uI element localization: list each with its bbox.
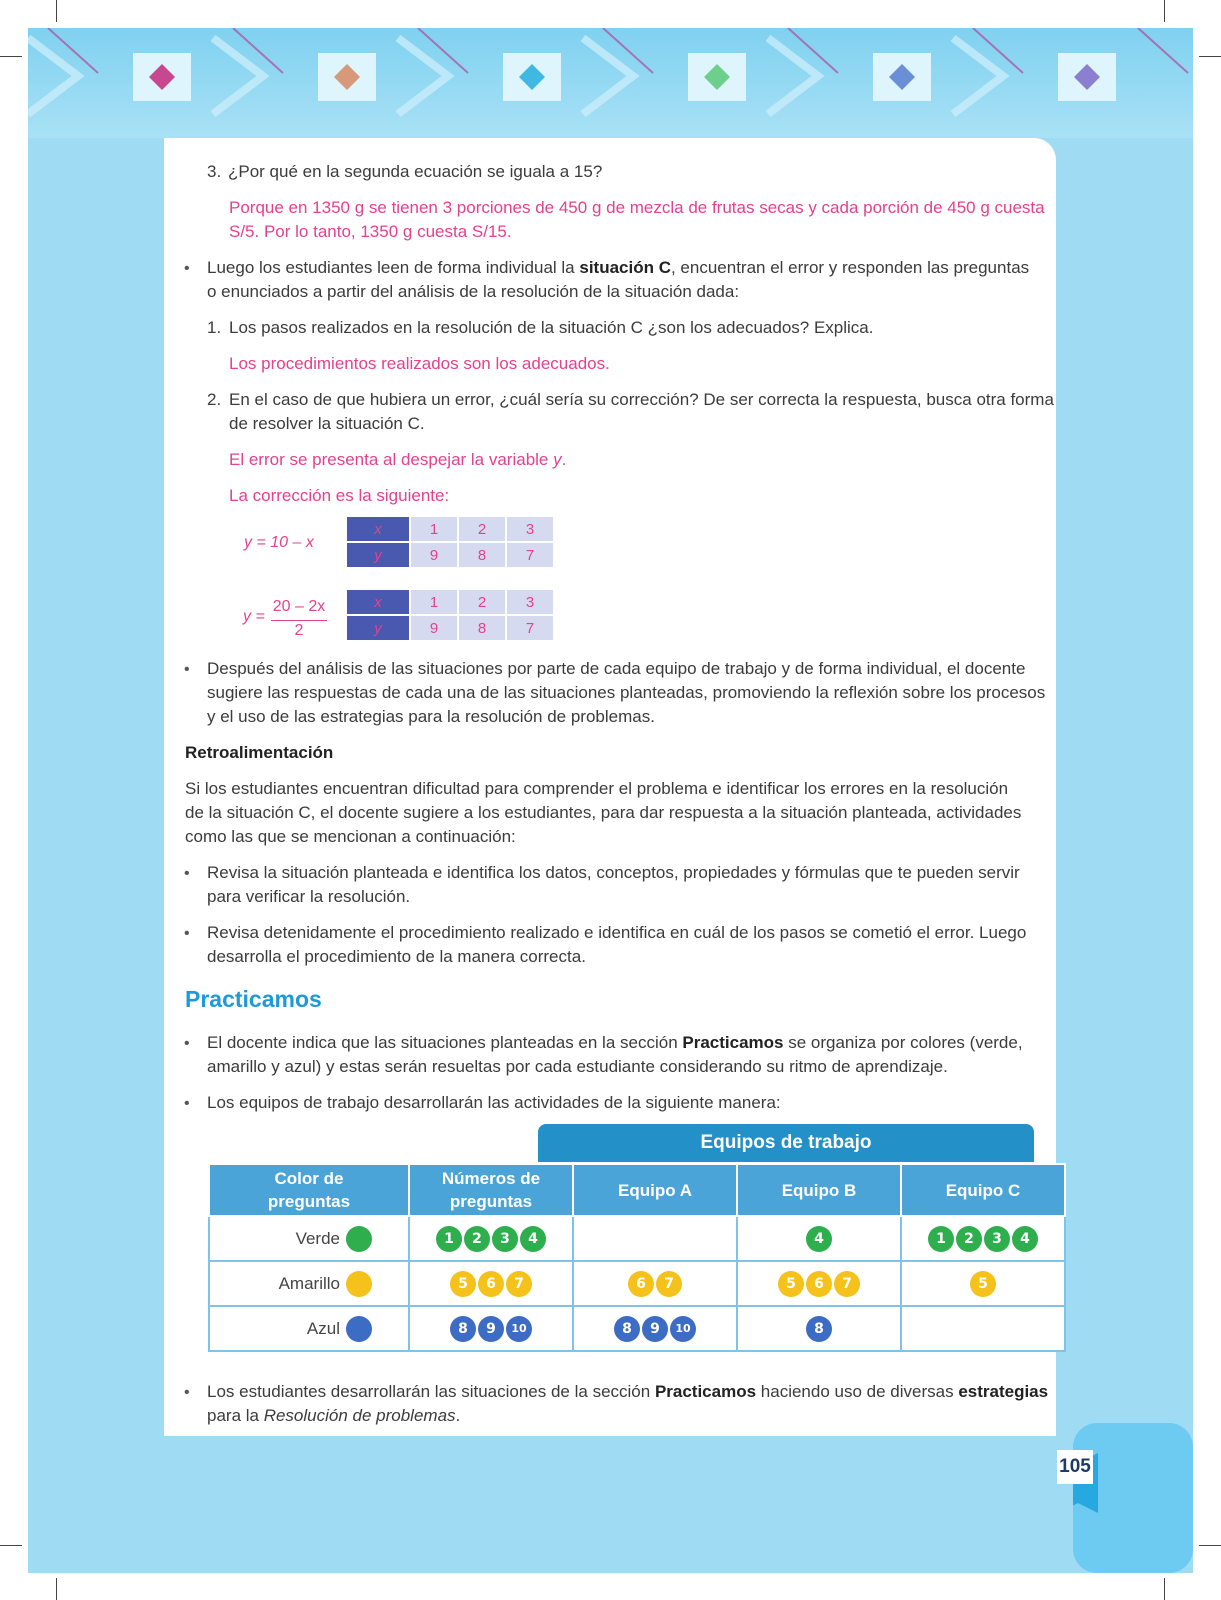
bold-term: estrategias	[958, 1382, 1049, 1401]
color-dot-icon	[346, 1226, 372, 1252]
team-a-cell	[573, 1261, 737, 1306]
bullet-text: y el uso de las estrategias para la resolución de problemas.	[207, 707, 655, 726]
team-c-cell	[901, 1306, 1065, 1351]
equation-lhs: y =	[243, 608, 265, 625]
text-segment: se organiza por colores (verde,	[783, 1033, 1023, 1052]
bullet-text: para verificar la resolución.	[207, 887, 411, 906]
answer-line: La corrección es la siguiente:	[229, 486, 450, 505]
question-number-badge: 2	[464, 1226, 490, 1252]
bullet-text: amarillo y azul) y estas serán resueltas por cada estudiante considerando su ritmo de aprendizaje.	[207, 1057, 948, 1076]
fraction-bar	[271, 620, 327, 621]
crop-mark	[1164, 1578, 1165, 1600]
color-cell	[209, 1306, 409, 1351]
bullet-text	[207, 1379, 1048, 1404]
paragraph-line: como las que se mencionan a continuación:	[185, 827, 516, 846]
bullet: •	[184, 661, 190, 678]
item-text: Los pasos realizados en la resolución de la situación C ¿son los adecuados? Explica.	[229, 318, 874, 337]
bold-term: Practicamos	[654, 1382, 757, 1401]
header-team-c: Equipo C	[901, 1164, 1065, 1216]
table-cell: 2	[459, 517, 505, 541]
color-dot-icon	[346, 1271, 372, 1297]
question-number-badge: 5	[970, 1271, 996, 1297]
crop-mark	[0, 56, 22, 57]
bullet-text: desarrolla el procedimiento de la manera correcta.	[207, 947, 586, 966]
item-number: 2.	[207, 390, 222, 409]
answer-line: Porque en 1350 g se tienen 3 porciones de 450 g de mezcla de frutas secas y cada porción de 450 g cuesta	[229, 198, 1045, 217]
question-number-badge: 9	[478, 1316, 504, 1342]
table-cell: 2	[459, 590, 505, 614]
header-team-b: Equipo B	[737, 1164, 901, 1216]
crop-mark	[1199, 1545, 1221, 1546]
text-segment: , encuentran el error y responden las preguntas	[670, 258, 1030, 277]
italic-term: Resolución de problemas	[263, 1406, 456, 1425]
table-row	[347, 543, 553, 567]
question-number-badge: 7	[834, 1271, 860, 1297]
color-dot-icon	[346, 1316, 372, 1342]
item-text: de resolver la situación C.	[229, 414, 425, 433]
equation-1: y = 10 – x	[244, 534, 314, 551]
bullet-text	[207, 1030, 1023, 1055]
team-a-cell	[573, 1306, 737, 1351]
x-header: x	[347, 590, 409, 614]
table-cell: 3	[507, 517, 553, 541]
question-number-badge: 3	[984, 1226, 1010, 1252]
table-cell: 1	[411, 590, 457, 614]
x-header: x	[347, 517, 409, 541]
table-row	[347, 517, 553, 541]
color-label: Azul	[306, 1318, 340, 1338]
crop-mark	[1164, 0, 1165, 22]
table-cell: 9	[411, 616, 457, 640]
variable: y	[553, 450, 562, 469]
question-number-badge: 7	[506, 1271, 532, 1297]
paragraph-line: Si los estudiantes encuentran dificultad para comprender el problema e identificar los errores en la resolución	[185, 779, 1009, 798]
team-table-body	[209, 1216, 1065, 1351]
color-cell	[209, 1216, 409, 1261]
table-header-row	[209, 1164, 1065, 1216]
question-text: ¿Por qué en la segunda ecuación se iguala a 15?	[228, 162, 603, 181]
question-number-badge: 5	[450, 1271, 476, 1297]
bullet: •	[184, 1384, 190, 1401]
fraction-denominator: 2	[294, 622, 304, 639]
table-row	[209, 1216, 1065, 1261]
header-line: Color de	[274, 1169, 344, 1188]
crop-mark	[0, 1545, 22, 1546]
answer-line	[229, 447, 566, 472]
question-number-badge: 1	[436, 1226, 462, 1252]
question-number-badge: 8	[450, 1316, 476, 1342]
table-row	[209, 1261, 1065, 1306]
bullet: •	[184, 1035, 190, 1052]
text-segment: haciendo uso de diversas	[756, 1382, 959, 1401]
text-segment: .	[455, 1406, 461, 1425]
header-line: preguntas	[449, 1192, 533, 1211]
value-table-1	[345, 515, 555, 569]
text-segment: Los estudiantes desarrollarán las situaciones de la sección	[207, 1382, 655, 1401]
text-segment: para la	[207, 1406, 264, 1425]
question-number: 3.	[207, 162, 222, 181]
question-number-badge: 8	[614, 1316, 640, 1342]
team-table	[208, 1163, 1066, 1352]
bullet-text: o enunciados a partir del análisis de la resolución de la situación dada:	[207, 282, 740, 301]
color-label: Verde	[295, 1228, 340, 1248]
bullet-text: Revisa la situación planteada e identifica los datos, conceptos, propiedades y fórmulas que te pueden servir	[207, 863, 1020, 882]
fraction-numerator: 20 – 2x	[272, 598, 326, 615]
table-cell: 7	[507, 616, 553, 640]
bullet-text: Los equipos de trabajo desarrollarán las actividades de la siguiente manera:	[207, 1093, 781, 1112]
header-color	[209, 1164, 409, 1216]
question-number-badge: 2	[956, 1226, 982, 1252]
text-segment: El error se presenta al despejar la variable	[229, 450, 554, 469]
team-a-cell	[573, 1216, 737, 1261]
table-row	[347, 616, 553, 640]
item-text: En el caso de que hubiera un error, ¿cuál sería su corrección? De ser correcta la respuesta, busca otra forma	[229, 390, 1054, 409]
bullet: •	[184, 925, 190, 942]
team-b-cell	[737, 1216, 901, 1261]
table-cell: 1	[411, 517, 457, 541]
question-number-badge: 10	[506, 1316, 532, 1342]
question-number-badge: 4	[1012, 1226, 1038, 1252]
color-label: Amarillo	[278, 1273, 340, 1293]
text-segment: .	[561, 450, 567, 469]
question-number-badge: 6	[806, 1271, 832, 1297]
question-number-badge: 3	[492, 1226, 518, 1252]
bullet: •	[184, 865, 190, 882]
bold-term: situación C	[579, 258, 671, 277]
question-number-badge: 4	[806, 1226, 832, 1252]
bullet-text	[207, 255, 1029, 280]
value-table-2	[345, 588, 555, 642]
table-row	[347, 590, 553, 614]
bullet: •	[184, 1095, 190, 1112]
question-number-badge: 9	[642, 1316, 668, 1342]
question-numbers-cell	[409, 1261, 573, 1306]
corner-decoration	[1073, 1423, 1193, 1573]
header-team-a: Equipo A	[573, 1164, 737, 1216]
paragraph-line: de la situación C, el docente sugiere a los estudiantes, para dar respuesta a la situación planteada, actividades	[185, 803, 1022, 822]
table-cell: 8	[459, 543, 505, 567]
page-number: 105	[1057, 1450, 1093, 1484]
item-number: 1.	[207, 318, 222, 337]
bullet-text: Después del análisis de las situaciones por parte de cada equipo de trabajo y de forma individual, el docente	[207, 659, 1026, 678]
table-cell: 8	[459, 616, 505, 640]
question-number-badge: 1	[928, 1226, 954, 1252]
header-line: Números de	[441, 1169, 541, 1188]
team-c-cell	[901, 1216, 1065, 1261]
section-title: Practicamos	[185, 986, 322, 1012]
y-header: y	[347, 543, 409, 567]
bold-term: Practicamos	[682, 1033, 784, 1052]
question-number-badge: 7	[656, 1271, 682, 1297]
answer-line: S/5. Por lo tanto, 1350 g cuesta S/15.	[229, 222, 512, 241]
crop-mark	[56, 0, 57, 22]
crop-mark	[1199, 56, 1221, 57]
team-b-cell	[737, 1261, 901, 1306]
table-cell: 9	[411, 543, 457, 567]
question-number-badge: 6	[628, 1271, 654, 1297]
bullet-text	[207, 1403, 460, 1428]
color-cell	[209, 1261, 409, 1306]
team-b-cell	[737, 1306, 901, 1351]
table-row	[209, 1306, 1065, 1351]
header-line: preguntas	[267, 1192, 351, 1211]
question-numbers-cell	[409, 1306, 573, 1351]
text-segment: Luego los estudiantes leen de forma individual la	[207, 258, 580, 277]
decorative-header-band	[28, 28, 1193, 138]
bullet-text: sugiere las respuestas de cada una de las situaciones planteadas, promoviendo la reflexión sobre los procesos	[207, 683, 1046, 702]
crop-mark	[56, 1578, 57, 1600]
text-segment: El docente indica que las situaciones planteadas en la sección	[207, 1033, 683, 1052]
header-numbers	[409, 1164, 573, 1216]
section-heading: Retroalimentación	[185, 743, 334, 762]
bullet: •	[184, 260, 190, 277]
question-number-badge: 10	[670, 1316, 696, 1342]
question-number-badge: 8	[806, 1316, 832, 1342]
bullet-text: Revisa detenidamente el procedimiento realizado e identifica en cuál de los pasos se cometió el error. Luego	[207, 923, 1027, 942]
question-number-badge: 4	[520, 1226, 546, 1252]
table-cell: 3	[507, 590, 553, 614]
team-table-group-header: Equipos de trabajo	[538, 1124, 1034, 1162]
question-number-badge: 6	[478, 1271, 504, 1297]
answer-line: Los procedimientos realizados son los adecuados.	[229, 354, 610, 373]
y-header: y	[347, 616, 409, 640]
question-number-badge: 5	[778, 1271, 804, 1297]
team-c-cell	[901, 1261, 1065, 1306]
table-cell: 7	[507, 543, 553, 567]
question-numbers-cell	[409, 1216, 573, 1261]
